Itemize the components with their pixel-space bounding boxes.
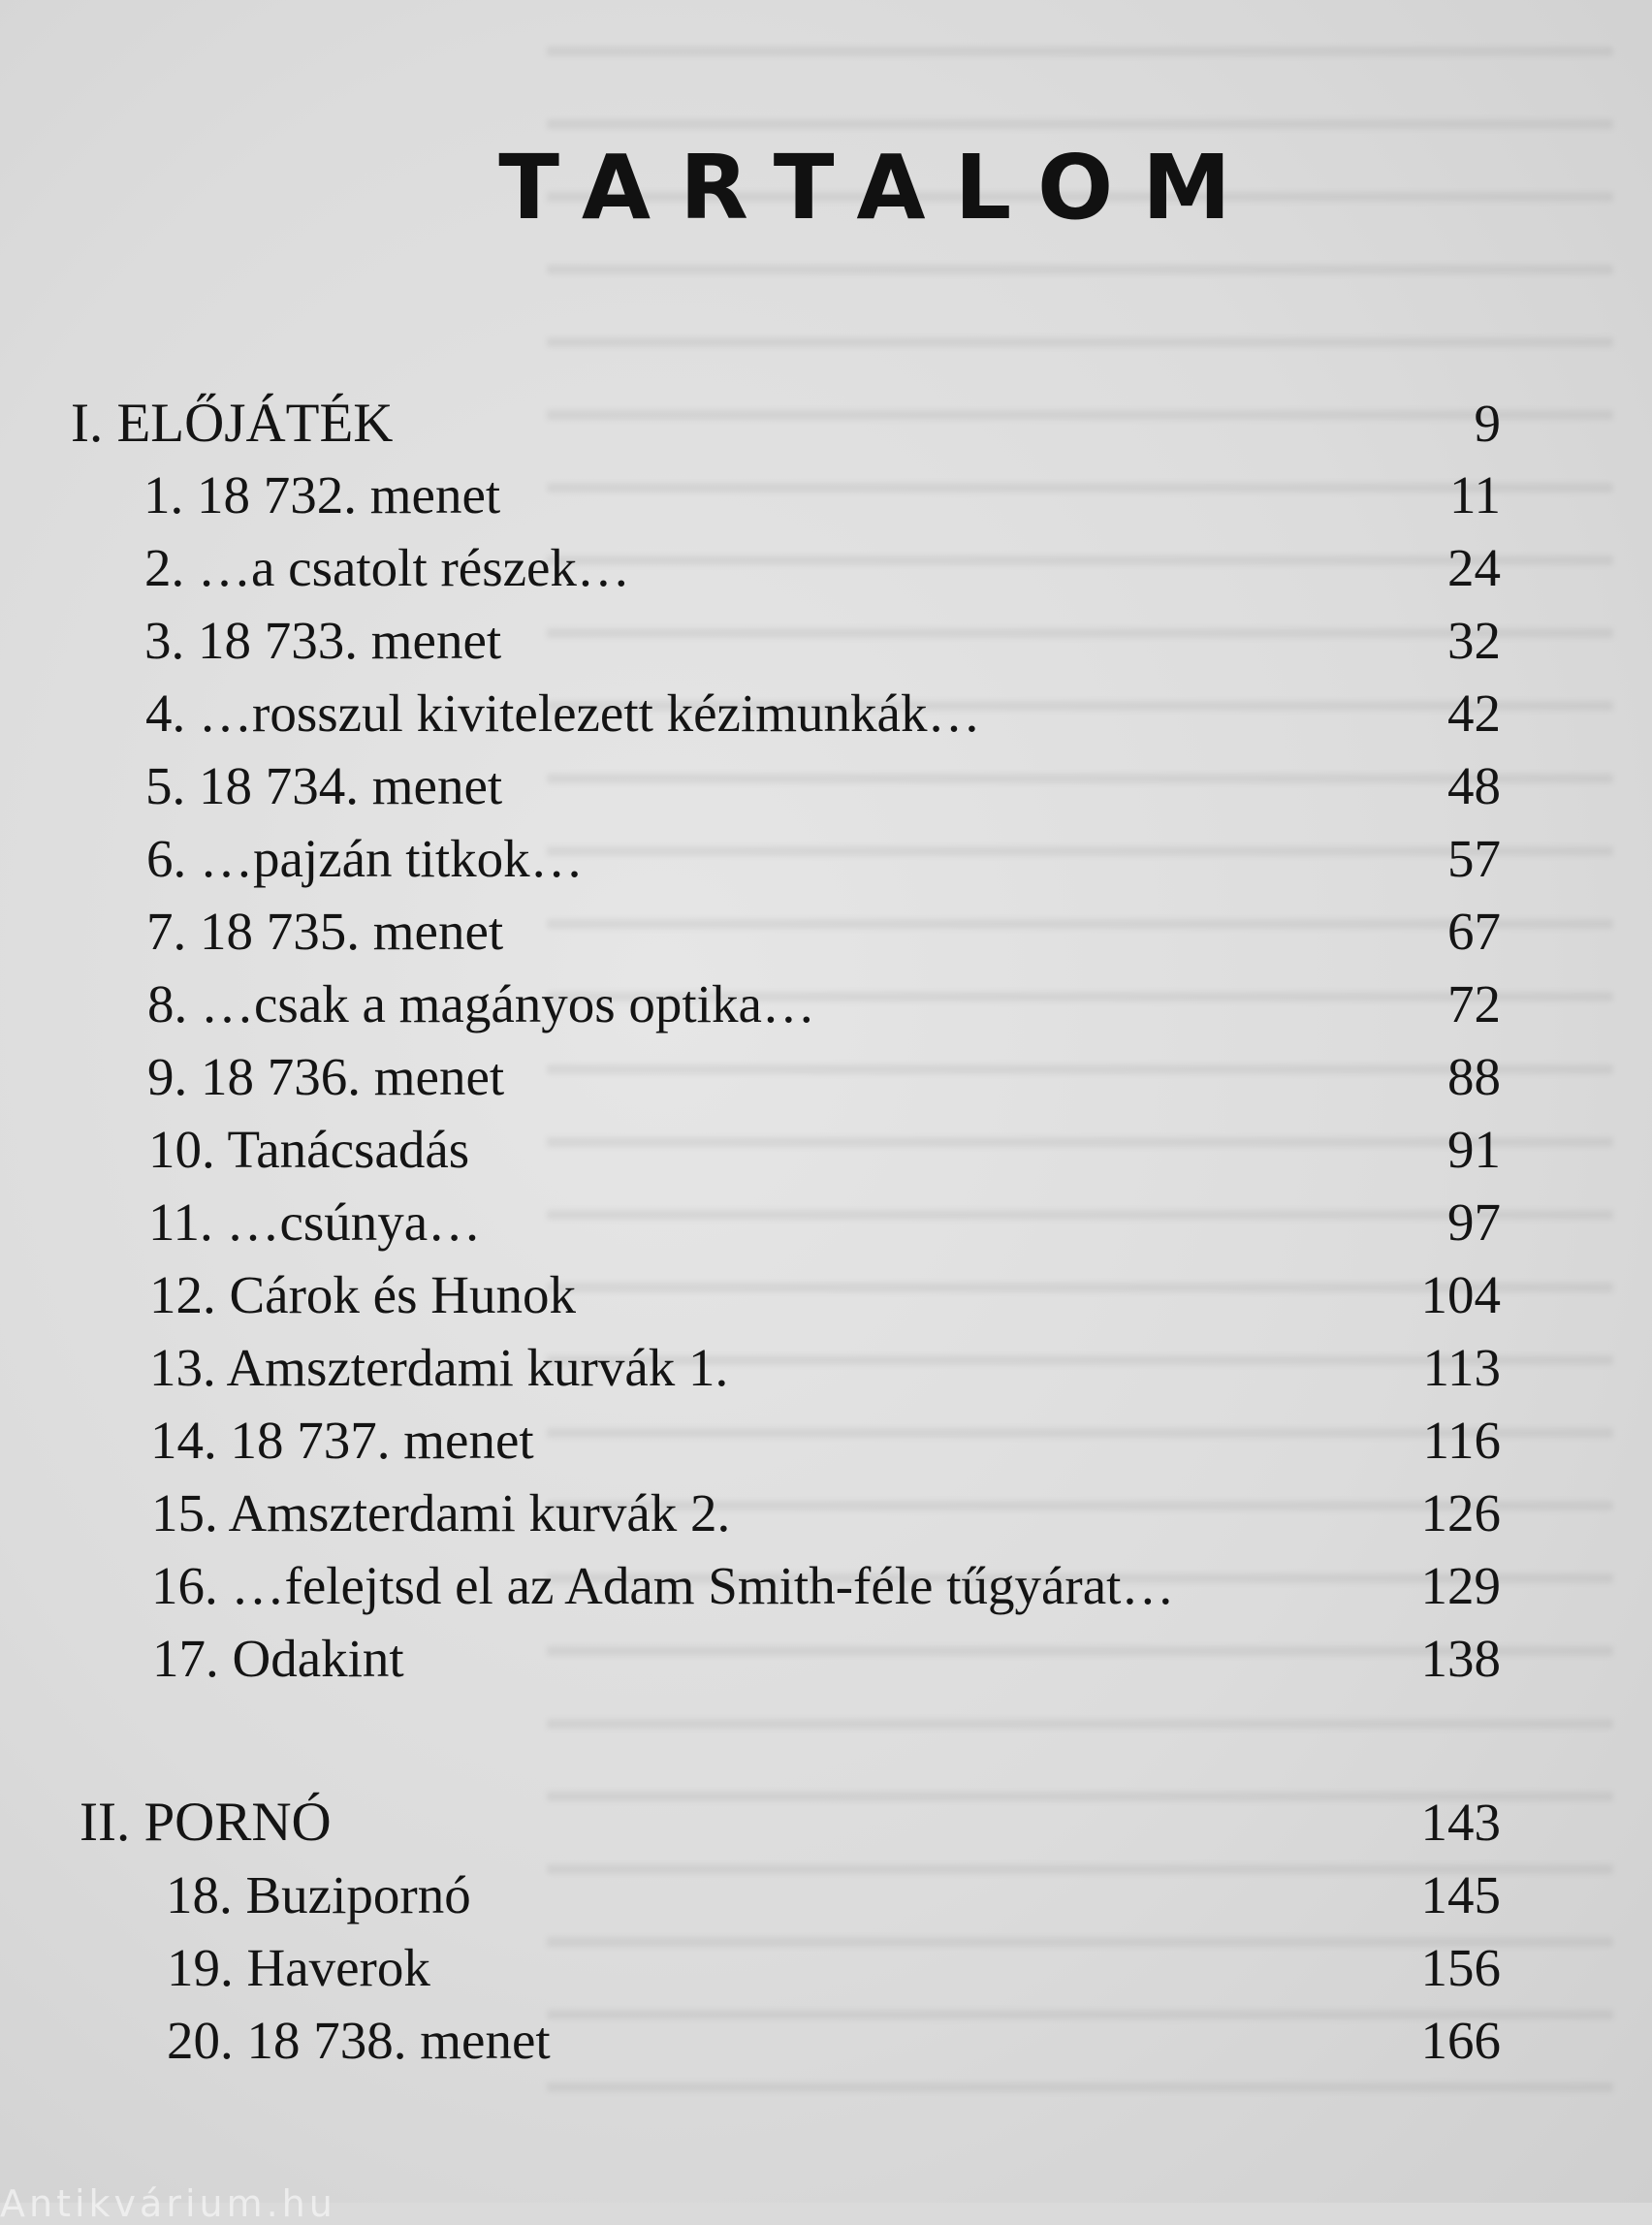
- chapter-entry-page-number: 97: [1447, 1192, 1501, 1252]
- chapter-entry: [167, 2007, 1501, 2075]
- chapter-entry-page-number: 67: [1447, 902, 1501, 961]
- chapter-entry-title: 6. …pajzán titkok…: [146, 829, 584, 888]
- chapter-entry-page-number: 32: [1447, 611, 1501, 670]
- chapter-entry: [151, 1552, 1501, 1620]
- chapter-entry-title: 17. Odakint: [152, 1629, 404, 1688]
- chapter-entry: [144, 607, 1501, 675]
- chapter-entry: [145, 752, 1501, 820]
- chapter-entry-page-number: 72: [1447, 974, 1501, 1033]
- part-heading-title: II. PORNÓ: [79, 1792, 332, 1853]
- chapter-entry-title: 3. 18 733. menet: [144, 611, 502, 670]
- chapter-entry-page-number: 104: [1420, 1265, 1501, 1324]
- chapter-entry-title: 15. Amszterdami kurvák 2.: [151, 1483, 731, 1542]
- chapter-entry-title: 9. 18 736. menet: [147, 1047, 505, 1106]
- chapter-entry: [167, 1934, 1501, 2002]
- chapter-entry-title: 19. Haverok: [167, 1938, 430, 1997]
- chapter-entry: [150, 1407, 1501, 1475]
- chapter-entry: [152, 1625, 1501, 1693]
- chapter-entry-page-number: 57: [1447, 829, 1501, 888]
- part-heading-page-number: 143: [1420, 1793, 1501, 1852]
- chapter-entry: [146, 825, 1501, 893]
- chapter-entry-page-number: 156: [1420, 1938, 1501, 1997]
- chapter-entry: [147, 970, 1501, 1038]
- chapter-entry-page-number: 24: [1447, 538, 1501, 597]
- chapter-entry-title: 10. Tanácsadás: [148, 1120, 470, 1179]
- chapter-entry-title: 13. Amszterdami kurvák 1.: [149, 1338, 729, 1397]
- chapter-entry-title: 12. Cárok és Hunok: [149, 1265, 576, 1324]
- chapter-entry: [149, 1261, 1501, 1329]
- chapter-entry-page-number: 145: [1420, 1865, 1501, 1924]
- chapter-entry: [145, 680, 1501, 747]
- chapter-entry-page-number: 42: [1447, 683, 1501, 743]
- chapter-entry-title: 11. …csúnya…: [148, 1192, 482, 1252]
- chapter-entry-title: 5. 18 734. menet: [145, 756, 503, 815]
- chapter-entry-page-number: 129: [1420, 1556, 1501, 1615]
- chapter-entry-page-number: 48: [1447, 756, 1501, 815]
- chapter-entry-title: 14. 18 737. menet: [150, 1411, 534, 1470]
- chapter-entry: [166, 1861, 1501, 1929]
- chapter-entry: [147, 1043, 1501, 1111]
- chapter-entry-title: 2. …a csatolt részek…: [144, 538, 630, 597]
- chapter-entry-page-number: 113: [1422, 1338, 1501, 1397]
- chapter-entry-title: 8. …csak a magányos optika…: [147, 974, 815, 1033]
- chapter-entry-page-number: 166: [1420, 2011, 1501, 2070]
- chapter-entry: [143, 461, 1501, 529]
- chapter-entry-title: 16. …felejtsd el az Adam Smith-féle tűgyárat…: [151, 1556, 1175, 1615]
- chapter-entry: [149, 1334, 1501, 1402]
- chapter-entry-title: 1. 18 732. menet: [143, 465, 501, 524]
- chapter-entry-title: 7. 18 735. menet: [146, 902, 504, 961]
- chapter-entry-page-number: 126: [1420, 1483, 1501, 1542]
- chapter-entry-page-number: 116: [1422, 1411, 1501, 1470]
- chapter-entry: [151, 1479, 1501, 1547]
- page-title: TARTALOM: [498, 136, 1260, 239]
- chapter-entry-page-number: 11: [1449, 465, 1501, 524]
- chapter-entry: [148, 1189, 1501, 1256]
- chapter-entry-page-number: 91: [1447, 1120, 1501, 1179]
- watermark: Antikvárium.hu: [0, 2182, 336, 2225]
- chapter-entry: [148, 1116, 1501, 1184]
- chapter-entry: [146, 898, 1501, 966]
- chapter-entry-title: 18. Buzipornó: [166, 1865, 471, 1924]
- part-heading-title: I. ELŐJÁTÉK: [71, 393, 394, 454]
- chapter-entry-title: 20. 18 738. menet: [167, 2011, 551, 2070]
- chapter-entry-page-number: 88: [1447, 1047, 1501, 1106]
- chapter-entry: [144, 534, 1501, 602]
- chapter-entry-title: 4. …rosszul kivitelezett kézimunkák…: [145, 683, 981, 743]
- part-heading: [79, 1789, 1501, 1857]
- part-heading-page-number: 9: [1474, 394, 1501, 453]
- part-heading: [71, 390, 1501, 458]
- chapter-entry-page-number: 138: [1420, 1629, 1501, 1688]
